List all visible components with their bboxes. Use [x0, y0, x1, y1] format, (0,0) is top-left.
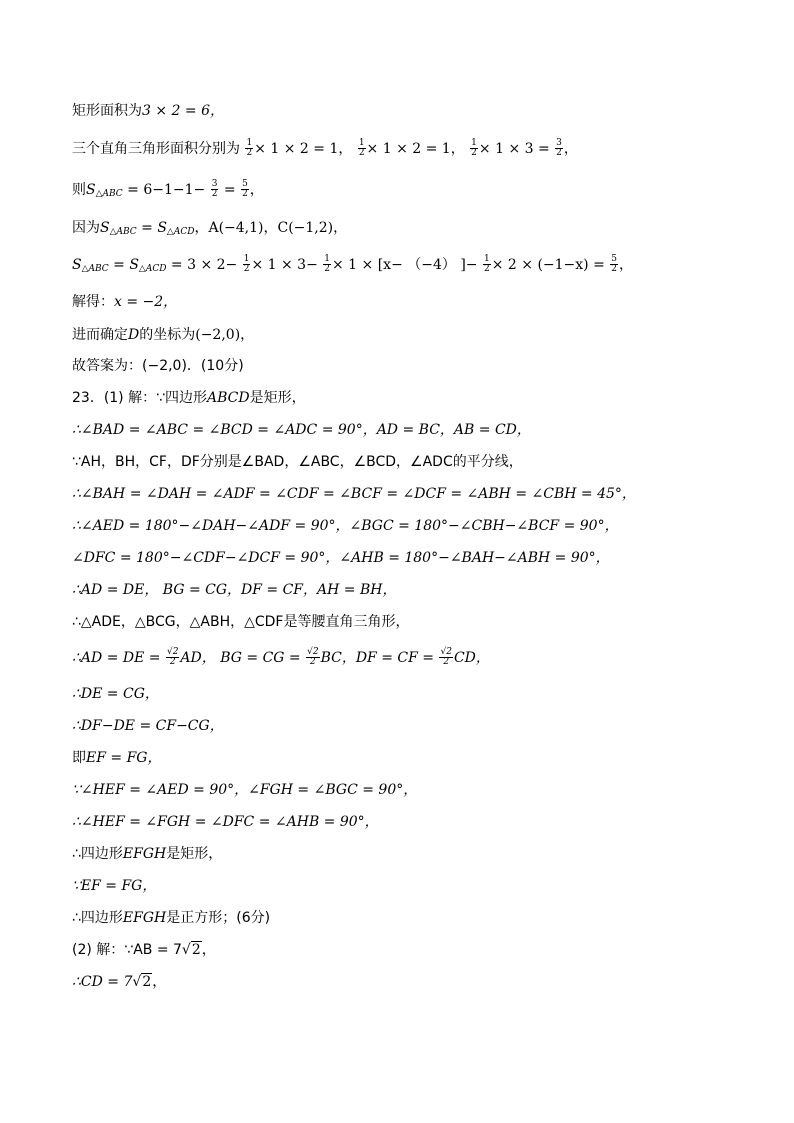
text-line: ∴四边形EFGH是矩形，: [72, 846, 223, 862]
fraction: $\frac{5}{2}$: [242, 178, 248, 199]
square-root: √2: [181, 942, 201, 958]
square-root: √2: [132, 974, 152, 990]
fraction: $\frac{√2}{2}$: [166, 646, 179, 667]
text-line: ∴∠HEF = ∠FGH = ∠DFC = ∠AHB = 90°，: [72, 814, 379, 830]
text-line: ∴AD = DE， BG = CG，DF = CF，AH = BH，: [72, 582, 397, 598]
text-line: 解得：x = −2，: [72, 294, 178, 310]
fraction: $\frac{√2}{2}$: [307, 646, 319, 667]
text-line: ∴DE = CG，: [72, 686, 159, 702]
text-line: 因为$S_{\triangle ABC} = S_{\triangle ACD}$，A(−4,1)，C(−1,2)，: [72, 220, 348, 237]
text-line: ∴AD = DE = $\frac{√2}{2}$ AD， BG = CG = $\frac{√2}{2}$ BC，DF = CF = $\frac{√2}{2}$ CD，: [72, 646, 490, 667]
text-line: ∴∠AED = 180°−∠DAH−∠ADF = 90°，∠BGC = 180°−∠CBH−∠BCF = 90°，: [72, 518, 619, 534]
fraction: $\frac{1}{2}$: [243, 253, 250, 274]
text-line: ∴∠BAH = ∠DAH = ∠ADF = ∠CDF = ∠BCF = ∠DCF = ∠ABH = ∠CBH = 45°，: [72, 486, 636, 502]
fraction: $\frac{√2}{2}$: [440, 646, 452, 667]
fraction: $\frac{1}{2}$: [358, 137, 365, 158]
fraction: $\frac{1}{2}$: [324, 253, 330, 274]
text-line: ∴四边形EFGH是正方形；(6分): [72, 910, 271, 926]
text-line: ∴∠BAD = ∠ABC = ∠BCD = ∠ADC = 90°，AD = BC，AB = CD，: [72, 422, 531, 438]
text-line: ∵AH，BH，CF，DF分别是∠BAD，∠ABC，∠BCD，∠ADC的平分线，: [72, 454, 523, 470]
text-line: (2) 解：∵AB = 7√2，: [72, 942, 216, 958]
text-line: ∴CD = 7√2，: [72, 974, 167, 990]
text-line: ∴DF−DE = CF−CG，: [72, 718, 224, 734]
text-line: 故答案为：(−2,0)．(10分): [72, 358, 244, 374]
fraction: $\frac{3}{2}$: [556, 137, 562, 158]
text-line: ∠DFC = 180°−∠CDF−∠DCF = 90°，∠AHB = 180°−∠BAH−∠ABH = 90°，: [72, 550, 610, 566]
fraction: $\frac{5}{2}$: [611, 253, 618, 274]
text-line: 进而确定D的坐标为(−2,0)，: [72, 327, 255, 343]
text-line: $S_{\triangle ABC} = S_{\triangle ACD} = 3 \times 2-$ $\frac{1}{2}$ × 1 × 3− $\frac{1}{2}$ × 1 × [x− （−4） ]− $\frac{1}{2}$ × 2 × (−1−x) = $\frac{5}{2}$ ，: [72, 253, 634, 274]
text-line: 23．(1) 解：∵四边形ABCD是矩形，: [72, 390, 306, 406]
fraction: $\frac{1}{2}$: [246, 137, 253, 158]
text-line: 矩形面积为3 × 2 = 6，: [72, 103, 224, 119]
text-line: 则$S_{\triangle ABC} = 6-1-1-$ $\frac{3}{2}$ = $\frac{5}{2}$ ，: [72, 178, 264, 199]
text-line: ∵EF = FG，: [72, 878, 157, 894]
text-line: 三个直角三角形面积分别为 $\frac{1}{2}$ × 1 × 2 = 1， $\frac{1}{2}$ × 1 × 2 = 1， $\frac{1}{2}$ × 1 × 3 = $\frac{3}{2}$ ，: [72, 137, 578, 158]
text-line: ∴△ADE，△BCG，△ABH，△CDF是等腰直角三角形，: [72, 614, 410, 630]
text-line: 即EF = FG，: [72, 750, 162, 766]
text-line: ∵∠HEF = ∠AED = 90°，∠FGH = ∠BGC = 90°，: [72, 782, 418, 798]
fraction: $\frac{3}{2}$: [211, 178, 218, 199]
fraction: $\frac{1}{2}$: [484, 253, 490, 274]
fraction: $\frac{1}{2}$: [471, 137, 477, 158]
